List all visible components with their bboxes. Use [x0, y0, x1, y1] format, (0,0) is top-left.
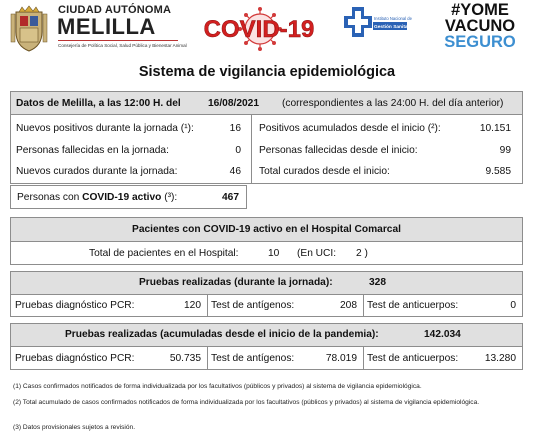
- footnote-1: (1) Casos confirmados notificados de forma individualizada por los facultativos (públicos y privados) al sistema de vigilancia epidemiológica.: [13, 383, 422, 390]
- deaths-today-value: 0: [235, 145, 241, 156]
- active-cases-label: [17, 192, 177, 204]
- gestion-line2: Gestión Sanitaria: [374, 25, 414, 30]
- daily-antibodies-label: Test de anticuerpos:: [367, 300, 459, 311]
- divider: [11, 294, 522, 295]
- new-positives-value: 16: [229, 123, 241, 134]
- recovered-total-value: 9.585: [485, 166, 511, 177]
- recovered-today-value: 46: [229, 166, 241, 177]
- campaign-line1: #YOME: [451, 1, 509, 19]
- daily-data-panel: [10, 91, 523, 184]
- daily-tests-total: 328: [369, 277, 386, 288]
- cumulative-antibodies-value: 13.280: [484, 353, 516, 364]
- city-name-line2: MELILLA: [57, 14, 156, 39]
- divider: [363, 295, 364, 316]
- cumulative-tests-panel: [10, 323, 523, 370]
- cumulative-antigen-label: Test de antígenos:: [211, 353, 295, 364]
- hospital-total-label: Total de pacientes en el Hospital:: [89, 248, 239, 259]
- daily-data-label: Datos de Melilla, a las 12:00 H. del: [16, 98, 181, 109]
- footnote-3: (3) Datos provisionales sujetos a revisión.: [13, 424, 136, 431]
- hospital-total-value: 10: [268, 248, 280, 259]
- divider: [207, 347, 208, 369]
- vaccination-campaign-logo: [430, 2, 530, 50]
- report-date: 16/08/2021: [208, 98, 259, 109]
- city-name-line1: CIUDAD AUTÓNOMA: [58, 4, 172, 16]
- active-cases-value: 467: [222, 192, 239, 203]
- active-cases-bold: COVID-19 activo: [82, 192, 162, 203]
- divider: [11, 241, 522, 242]
- melilla-coat-of-arms-icon: [10, 6, 48, 52]
- divider: [207, 295, 208, 316]
- covid-logo-text: COVID-19: [203, 16, 315, 43]
- deaths-total-label: Personas fallecidas desde el inicio:: [259, 145, 418, 156]
- cumulative-antigen-value: 78.019: [325, 353, 357, 364]
- recovered-total-label: Total curados desde el inicio:: [259, 166, 390, 177]
- divider: [58, 40, 178, 41]
- daily-pcr-label: Pruebas diagnóstico PCR:: [15, 300, 135, 311]
- daily-antibodies-value: 0: [510, 300, 516, 311]
- cumulative-tests-total: 142.034: [424, 329, 461, 340]
- cumulative-pcr-label: Pruebas diagnóstico PCR:: [15, 353, 135, 364]
- hospital-uci-label: (En UCI:: [297, 248, 337, 259]
- footnote-2: (2) Total acumulado de casos confirmados notificados de forma individualizada por los facultativos (públicos y privados) al sistema de vigilancia epidemiológica.: [13, 399, 480, 406]
- new-positives-label: Nuevos positivos durante la jornada (¹):: [16, 123, 194, 134]
- ingesa-logo: [344, 5, 414, 46]
- daily-tests-panel: [10, 271, 523, 317]
- deaths-today-label: Personas fallecidas en la jornada:: [16, 145, 169, 156]
- cumulative-pcr-value: 50.735: [169, 353, 201, 364]
- active-cases-suffix: (³):: [161, 192, 178, 203]
- department-name: Consejería de Política Social, Salud Pública y Bienestar Animal: [58, 43, 187, 48]
- divider: [251, 115, 252, 184]
- hospital-header-text: Pacientes con COVID-19 activo en el Hospital Comarcal: [132, 224, 401, 235]
- campaign-line3: SEGURO: [444, 33, 516, 51]
- cumulative-positives-value: 10.151: [479, 123, 511, 134]
- divider: [11, 114, 522, 115]
- hospital-uci-value: 2 ): [356, 248, 368, 259]
- page-title: Sistema de vigilancia epidemiológica: [138, 64, 396, 80]
- campaign-line2: VACUNO: [444, 17, 516, 35]
- recovered-today-label: Nuevos curados durante la jornada:: [16, 166, 178, 177]
- daily-tests-header-text: Pruebas realizadas (durante la jornada):: [139, 277, 333, 288]
- covid-19-logo: [198, 6, 320, 52]
- active-cases-prefix: Personas con: [17, 192, 83, 203]
- daily-antigen-value: 208: [340, 300, 357, 311]
- divider: [363, 347, 364, 369]
- cumulative-antibodies-label: Test de anticuerpos:: [367, 353, 459, 364]
- gestion-line1: Instituto Nacional de: [374, 16, 412, 21]
- daily-antigen-label: Test de antígenos:: [211, 300, 295, 311]
- cumulative-tests-header-text: Pruebas realizadas (acumuladas desde el inicio de la pandemia):: [65, 329, 379, 340]
- divider: [11, 346, 522, 347]
- daily-pcr-value: 120: [184, 300, 201, 311]
- hospital-panel: [10, 217, 523, 265]
- report-date-note: (correspondientes a las 24:00 H. del día anterior): [282, 98, 504, 109]
- deaths-total-value: 99: [499, 145, 511, 156]
- active-cases-panel: [10, 185, 247, 209]
- cumulative-positives-label: Positivos acumulados desde el inicio (²):: [259, 123, 441, 134]
